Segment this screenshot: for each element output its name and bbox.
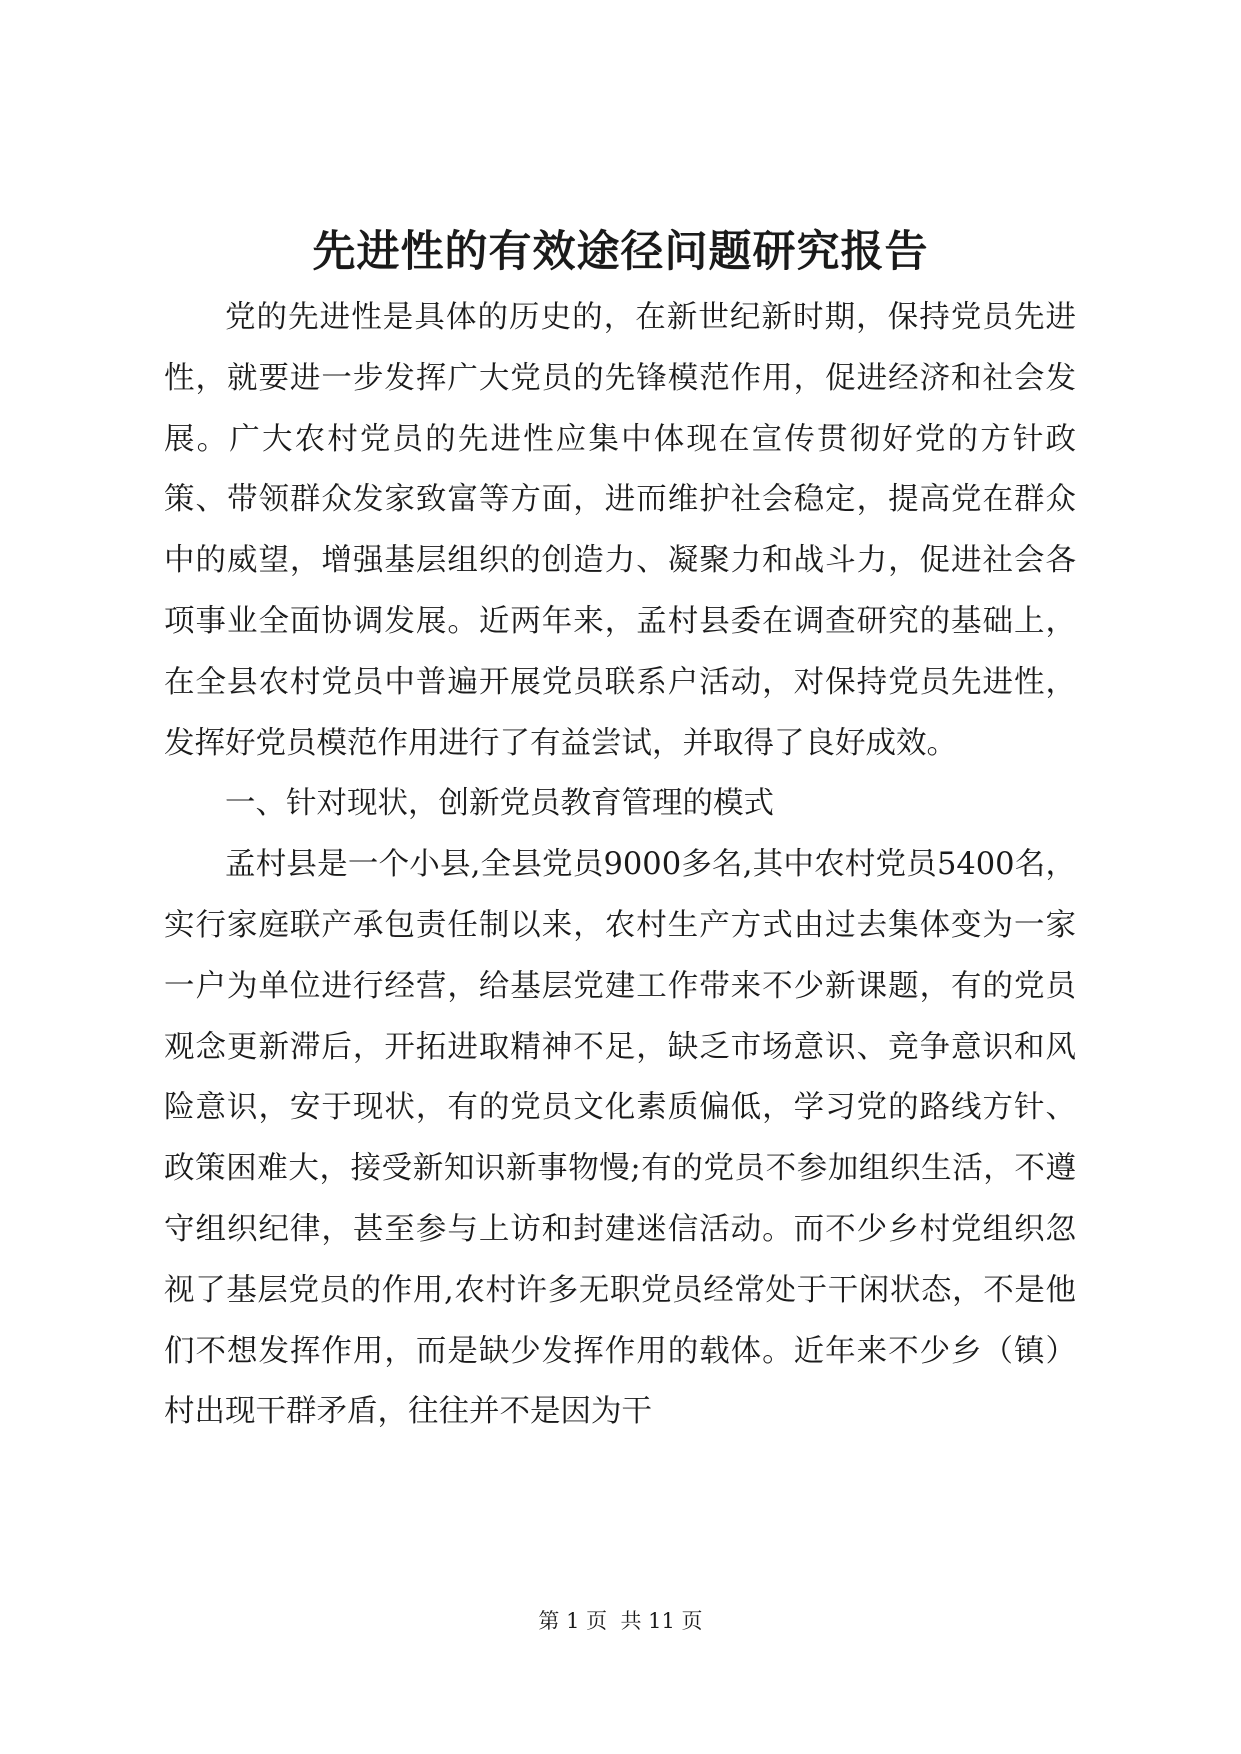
paragraph-section-1: 孟村县是一个小县,全县党员9000多名,其中农村党员5400名，实行家庭联产承包责任制以来，农村生产方式由过去集体变为一家一户为单位进行经营，给基层党建工作带来不少新课题，有的党员观念更新滞后，开拓进取精神不足，缺乏市场意识、竞争意识和风险意识，安于现状，有的党员文化素质偏低，学习党的路线方针、政策困难大，接受新知识新事物慢;有的党员不参加组织生活，不遵守组织纪律，甚至参与上访和封建迷信活动。而不少乡村党组织忽视了基层党员的作用,农村许多无职党员经常处于干闲状态，不是他们不想发挥作用，而是缺少发挥作用的载体。近年来不少乡（镇）村出现干群矛盾，往往并不是因为干 bbox=[164, 847, 1076, 1430]
section-heading-1: 一、针对现状，创新党员教育管理的模式 bbox=[225, 786, 774, 822]
page-number: 第 1 页 共 11 页 bbox=[538, 1609, 703, 1633]
page-footer bbox=[0, 1606, 1241, 1636]
paragraph-intro: 党的先进性是具体的历史的，在新世纪新时期，保持党员先进性，就要进一步发挥广大党员的先锋模范作用，促进经济和社会发展。广大农村党员的先进性应集中体现在宣传贯彻好党的方针政策、带领群众发家致富等方面，进而维护社会稳定，提高党在群众中的威望，增强基层组织的创造力、凝聚力和战斗力，促进社会各项事业全面协调发展。近两年来，孟村县委在调查研究的基础上，在全县农村党员中普遍开展党员联系户活动，对保持党员先进性，发挥好党员模范作用进行了有益尝试，并取得了良好成效。 bbox=[164, 300, 1076, 761]
document-body bbox=[164, 288, 1076, 1443]
document-title: 先进性的有效途径问题研究报告 bbox=[312, 227, 929, 277]
